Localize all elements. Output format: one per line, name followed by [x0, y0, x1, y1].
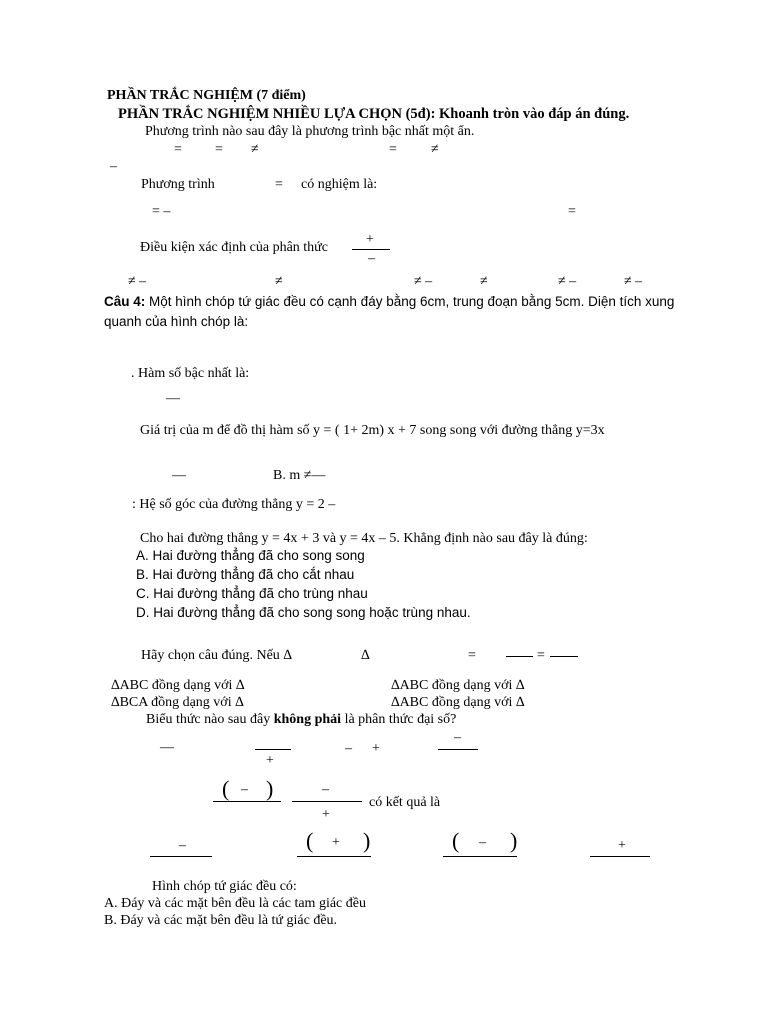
- q11-paren-minus: –: [241, 782, 248, 797]
- q8-option-a: A. Hai đường thẳng đã cho song song: [136, 548, 365, 563]
- q5-stem: . Hàm số bậc nhất là:: [131, 366, 250, 381]
- q11-numerator-2: –: [322, 782, 329, 797]
- q11-option-c-rparen: ): [510, 828, 518, 853]
- q6-option-b: B. m ≠—: [273, 468, 326, 483]
- q2-option-b: =: [568, 204, 576, 219]
- q2-stem-a: Phương trình: [141, 177, 215, 192]
- q12-option-a: A. Đáy và các mặt bên đều là các tam giác đều: [104, 896, 366, 911]
- q4-text-2: quanh của hình chóp là:: [104, 314, 249, 329]
- q9-eq: =: [468, 648, 476, 663]
- q4-line-1: [104, 294, 674, 310]
- q1-eq-1: =: [174, 142, 182, 157]
- q11-result-text: có kết quả là: [369, 795, 441, 810]
- q1-neq-1: ≠: [251, 142, 259, 157]
- q11-option-b-plus: +: [332, 835, 340, 850]
- q10-stem-b: là phân thức đại số?: [341, 712, 457, 727]
- q3-option-c-1: ≠ –: [414, 274, 433, 289]
- q9-option-d: ∆ABC đồng dạng với ∆: [391, 695, 525, 710]
- q1-eq-3: =: [389, 142, 397, 157]
- q8-option-d: D. Hai đường thẳng đã cho song song hoặc trùng nhau.: [136, 605, 471, 620]
- q3-fraction-bar: [352, 249, 390, 250]
- q3-option-d-1: ≠ –: [558, 274, 577, 289]
- q9-delta: ∆: [361, 648, 370, 663]
- q11-option-d-plus: +: [618, 838, 626, 853]
- q8-stem: Cho hai đường thẳng y = 4x + 3 và y = 4x – 5. Khẳng định nào sau đây là đúng:: [140, 531, 588, 546]
- q3-numerator: +: [366, 232, 374, 247]
- q11-option-b-rparen: ): [363, 828, 371, 853]
- q1-eq-2: =: [215, 142, 223, 157]
- q4-label: Câu 4:: [104, 294, 146, 309]
- q9-option-b: ∆ABC đồng dạng với ∆: [391, 678, 525, 693]
- q6-stem: Giá trị của m để đồ thị hàm số y = ( 1+ 2m) x + 7 song song với đường thẳng y=3x: [140, 423, 605, 438]
- q10-option-d-bar: [438, 749, 478, 750]
- q11-option-b-bar: [297, 856, 371, 857]
- q11-option-a-bar: [150, 856, 212, 857]
- q11-option-c-bar: [443, 856, 517, 857]
- q2-stem-c: có nghiệm là:: [301, 177, 378, 192]
- q3-option-d-2: ≠ –: [624, 274, 643, 289]
- q6-option-a: —: [172, 468, 186, 483]
- q11-fraction-bar-1: [213, 801, 281, 802]
- q10-option-c-minus: –: [345, 741, 352, 756]
- q10-option-a-dash: —: [160, 740, 174, 755]
- q3-option-b: ≠: [275, 274, 283, 289]
- q11-fraction-bar-2: [292, 801, 362, 802]
- q1-minus: –: [110, 159, 117, 174]
- q10-option-d-numerator: –: [454, 730, 461, 745]
- q7-stem: : Hệ số góc của đường thẳng y = 2 –: [132, 497, 336, 512]
- subsection-title: PHẦN TRẮC NGHIỆM NHIỀU LỰA CHỌN (5đ): Khoanh tròn vào đáp án đúng.: [118, 106, 630, 122]
- q11-option-a-minus: –: [179, 838, 186, 853]
- q1-neq-2: ≠: [431, 142, 439, 157]
- q3-option-c-2: ≠: [480, 274, 488, 289]
- q10-option-c-plus: +: [372, 741, 380, 756]
- q10-stem: [146, 712, 456, 728]
- q2-stem-eq: =: [275, 177, 283, 192]
- q12-option-b: B. Đáy và các mặt bên đều là tứ giác đều.: [104, 913, 338, 928]
- q3-stem: Điều kiện xác định của phân thức: [140, 240, 328, 255]
- q9-ratio-bar-1: [506, 656, 533, 657]
- q11-lparen: (: [222, 776, 230, 801]
- q10-option-b-denominator: +: [266, 753, 274, 768]
- section-title: PHẦN TRẮC NGHIỆM (7 điểm): [107, 88, 306, 103]
- q9-option-c: ∆BCA đồng dạng với ∆: [111, 695, 244, 710]
- q10-stem-bold: không phải: [273, 712, 342, 727]
- q8-option-c: C. Hai đường thẳng đã cho trùng nhau: [136, 586, 368, 601]
- q1-stem: Phương trình nào sau đây là phương trình bậc nhất một ẩn.: [145, 124, 475, 139]
- q9-ratio-bar-2: [550, 656, 578, 657]
- q3-option-a: ≠ –: [128, 274, 147, 289]
- q10-stem-a: Biểu thức nào sau đây: [146, 712, 274, 727]
- q10-option-b-bar: [255, 749, 291, 750]
- q9-option-a: ∆ABC đồng dạng với ∆: [111, 678, 245, 693]
- q11-denominator-2: +: [322, 807, 330, 822]
- q11-option-c-lparen: (: [452, 828, 460, 853]
- q9-ratio-eq: =: [537, 648, 545, 663]
- q5-option-dash: —: [166, 391, 180, 406]
- q3-denominator: –: [368, 251, 375, 266]
- q11-rparen: ): [266, 776, 274, 801]
- q8-option-b: B. Hai đường thẳng đã cho cắt nhau: [136, 567, 355, 582]
- q4-text-1: Một hình chóp tứ giác đều có cạnh đáy bằng 6cm, trung đoạn bằng 5cm. Diện tích xung: [145, 294, 675, 309]
- q11-option-b-lparen: (: [306, 828, 314, 853]
- q9-stem: Hãy chọn câu đúng. Nếu ∆: [141, 648, 292, 663]
- q11-option-d-bar: [590, 856, 650, 857]
- q11-option-c-minus: –: [479, 835, 486, 850]
- q12-stem: Hình chóp tứ giác đều có:: [152, 879, 297, 894]
- q2-option-a: = –: [152, 204, 171, 219]
